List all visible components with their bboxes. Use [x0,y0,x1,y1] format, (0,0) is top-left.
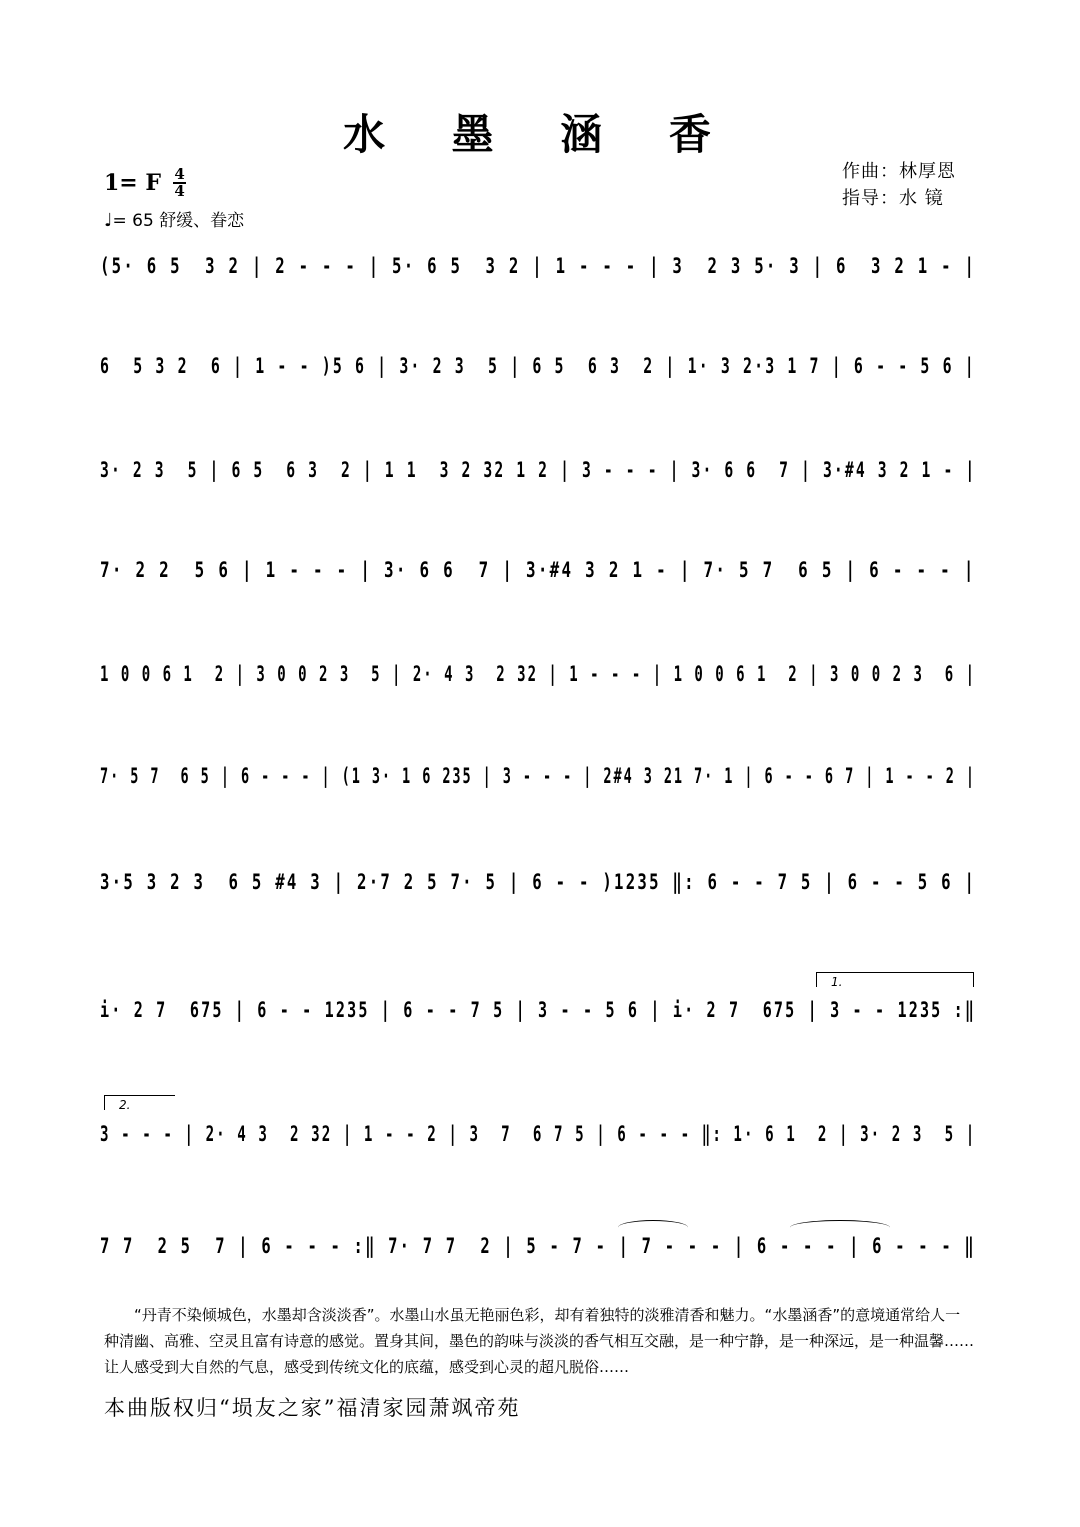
credits [842,158,956,212]
second-ending-label: 2. [119,1098,131,1112]
score-row-9 [100,1122,978,1162]
tempo-value: = 65 [112,211,154,231]
second-ending-bracket [104,1095,175,1110]
score-row-8 [100,998,978,1038]
score-row-5 [100,662,978,702]
quarter-note-icon: ♩ [104,210,113,231]
score-row-text: 3· 2 3 5 | 6 5 6 3 2 | 1 1 3 2 32 1 2 | 3 - - - | 3· 6 6 7 | 3·#4 3 2 1 - | [100,458,977,482]
time-signature [173,165,186,200]
key-signature [104,165,186,200]
time-signature-bottom: 4 [174,182,185,200]
page-title: 水 墨 涵 香 [343,110,737,159]
score-row-1 [100,254,978,294]
copyright-notice: 本曲版权归“埙友之家”福清家园萧飒帝苑 [104,1396,521,1420]
score-row-6 [100,764,978,804]
director-credit: 指导：水 镜 [842,188,944,209]
score-row-10 [100,1234,978,1274]
first-ending-label: 1. [831,975,843,989]
description-paragraph: “丹青不染倾城色，水墨却含淡淡香”。水墨山水虽无艳丽色彩，却有着独特的淡雅清香和魅力。“水墨涵香”的意境通常给人一种清幽、高雅、空灵且富有诗意的感觉。置身其间，墨色的韵味与淡淡的香气相互交融，是一种宁静，是一种深远，是一种温馨……让人感受到大自然的气息，感受到传统文化的底蕴，感受到心灵的超凡脱俗…… [104,1306,975,1376]
slur-mark [618,1220,688,1235]
score-row-text: i· 2 7 675 | 6 - - 1235 | 6 - - 7 5 | 3 - - 5 6 | i· 2 7 675 | 3 - - 1235 :‖ [100,998,977,1022]
score-row-4 [100,558,978,598]
score-row-text: 3·5 3 2 3 6 5 #4 3 | 2·7 2 5 7· 5 | 6 - - )1235 ‖: 6 - - 7 5 | 6 - - 5 6 | [100,870,977,894]
score-row-text: 7· 2 2 5 6 | 1 - - - | 3· 6 6 7 | 3·#4 3 2 1 - | 7· 5 7 6 5 | 6 - - - | [100,558,976,582]
slur-mark [790,1220,890,1235]
score-row-text: 7· 5 7 6 5 | 6 - - - | (1 3· 1 6 235 | 3 - - - | 2#4 3 21 7· 1 | 6 - - 6 7 | 1 - - 2 | [100,764,976,788]
composer-credit: 作曲：林厚恩 [842,161,956,182]
first-ending-bracket [816,972,974,987]
score-row-text: 7 7 2 5 7 | 6 - - - :‖ 7· 7 7 2 | 5 - 7 - | 7 - - - | 6 - - - | 6 - - - ‖ [100,1234,976,1258]
score-row-7 [100,870,978,910]
score-row-text: 6 5 3 2 6 | 1 - - )5 6 | 3· 2 3 5 | 6 5 6 3 2 | 1· 3 2·3 1 7 | 6 - - 5 6 | [100,354,976,378]
score-row-3 [100,458,978,498]
score-row-text: (5· 6 5 3 2 | 2 - - - | 5· 6 5 3 2 | 1 - - - | 3 2 3 5· 3 | 6 3 2 1 - | [100,254,977,278]
tempo-expression: 舒缓、眷恋 [159,211,245,231]
tempo-marking [104,206,244,231]
score-row-text: 3 - - - | 2· 4 3 2 32 | 1 - - 2 | 3 7 6 7 5 | 6 - - - ‖: 1· 6 1 2 | 3· 2 3 5 | [100,1122,977,1146]
score-row-2 [100,354,978,394]
score-row-text: 1 0 0 6 1 2 | 3 0 0 2 3 5 | 2· 4 3 2 32 | 1 - - - | 1 0 0 6 1 2 | 3 0 0 2 3 6 | [100,662,977,686]
time-signature-top: 4 [174,165,185,183]
key-label: 1= F [104,170,162,196]
